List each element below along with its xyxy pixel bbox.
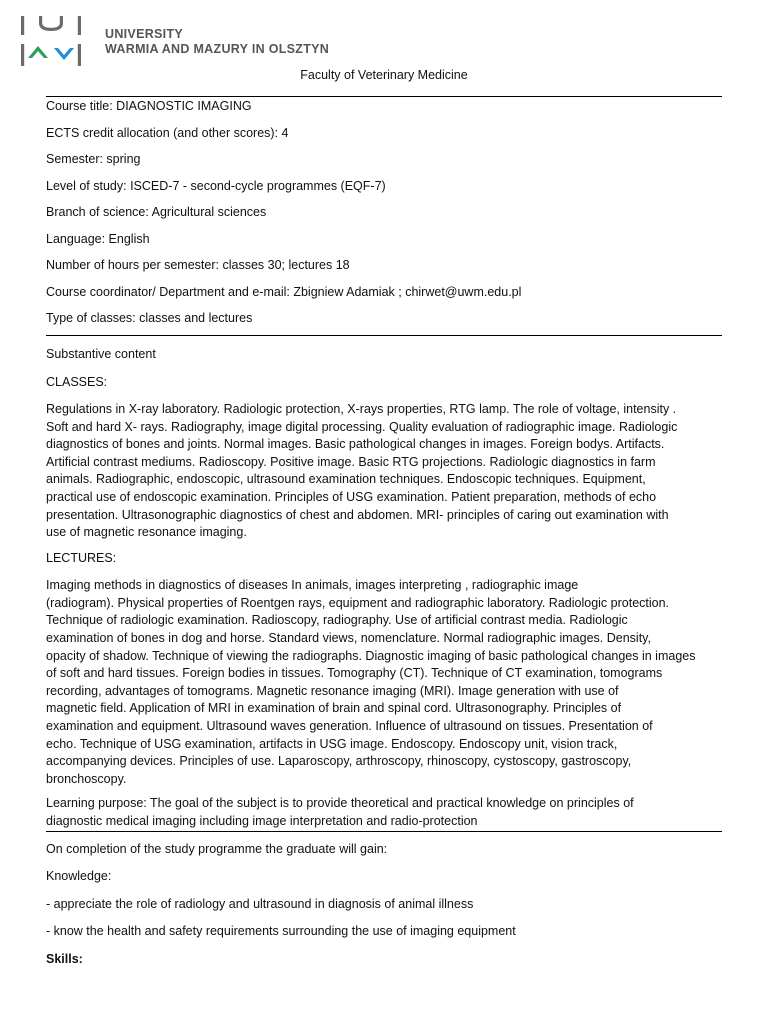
classes-text: [46, 401, 722, 542]
field-ects-text: ECTS credit allocation (and other scores): 4: [46, 125, 289, 140]
university-name: [105, 27, 329, 57]
classes-line: use of magnetic resonance imaging.: [46, 525, 247, 540]
field-semester-text: Semester: spring: [46, 152, 141, 166]
classes-line: presentation. Ultrasonographic diagnostics of chest and abdomen. MRI- principles of caring out examination with: [46, 507, 669, 522]
field-level-text: Level of study: ISCED-7 - second-cycle programmes (EQF-7): [46, 178, 386, 193]
field-language: [46, 230, 722, 257]
course-syllabus: [46, 96, 722, 968]
classes-line: diagnostics of bones and joints. Normal images. Basic pathological changes in images. Foreign bodys. Artifacts.: [46, 437, 665, 452]
university-header: [18, 14, 329, 70]
field-branch: [46, 203, 722, 230]
classes-line: Artificial contrast mediums. Radioscopy. Positive image. Basic RTG projections. Radiologic diagnostics in farm: [46, 454, 656, 469]
field-coordinator: [46, 283, 722, 310]
field-hours: [46, 256, 722, 283]
field-language-text: Language: English: [46, 231, 150, 246]
university-name-line2: WARMIA AND MAZURY IN OLSZTYN: [105, 42, 330, 56]
lectures-line: echo. Technique of USG examination, artifacts in USG image. Endoscopy. Endoscopy unit, vision track,: [46, 736, 618, 751]
learning-purpose-line: Learning purpose: The goal of the subject is to provide theoretical and practical knowledge on principles of: [46, 796, 634, 811]
lectures-line: examination and equipment. Ultrasound waves generation. Influence of ultrasound on tissues. Presentation of: [46, 719, 653, 733]
lectures-line: magnetic field. Application of MRI in examination of brain and spinal cord. Ultrasonography. Principles of: [46, 701, 622, 716]
lectures-text: [46, 577, 722, 788]
knowledge-item: - appreciate the role of radiology and ultrasound in diagnosis of animal illness: [46, 896, 474, 911]
field-course-title-text: Course title: DIAGNOSTIC IMAGING: [46, 99, 252, 113]
field-coordinator-text: Course coordinator/ Department and e-mail: Zbigniew Adamiak ; chirwet@uwm.edu.pl: [46, 284, 522, 299]
lectures-heading: LECTURES:: [46, 550, 117, 565]
lectures-line: (radiogram). Physical properties of Roentgen rays, equipment and radiographic laboratory. Radiologic protection.: [46, 595, 670, 610]
substantive-heading: Substantive content: [46, 347, 156, 361]
lectures-line: accompanying devices. Principles of use. Laparoscopy, arthroscopy, rhinoscopy, cystoscopy, gastroscopy,: [46, 754, 632, 769]
university-name-line1: UNIVERSITY: [105, 27, 184, 41]
outcomes-intro: On completion of the study programme the graduate will gain:: [46, 841, 388, 856]
field-hours-text: Number of hours per semester: classes 30; lectures 18: [46, 258, 350, 272]
skills-heading: Skills:: [46, 951, 83, 966]
lectures-line: Imaging methods in diagnostics of diseases In animals, images interpreting , radiographic image: [46, 578, 579, 593]
learning-purpose-line: diagnostic medical imaging including image interpretation and radio-protection: [46, 813, 478, 828]
field-semester: [46, 150, 722, 177]
lectures-line: of soft and hard tissues. Foreign bodies in tissues. Tomography (CT). Technique of CT examination, tomograms: [46, 666, 663, 681]
faculty-title: Faculty of Veterinary Medicine: [300, 68, 468, 82]
field-type: [46, 309, 722, 335]
field-course-title: [46, 97, 722, 124]
classes-line: animals. Radiographic, endoscopic, ultrasound examination techniques. Endoscopic techniques. Equipment,: [46, 472, 646, 487]
classes-line: Soft and hard X- rays. Radiography, image digital processing. Quality evaluation of radiographic image. Radiologic: [46, 419, 678, 434]
lectures-line: opacity of shadow. Technique of viewing the radiographs. Diagnostic imaging of basic pathological changes in images: [46, 648, 696, 663]
lectures-line: Technique of radiologic examination. Radioscopy, radiography. Use of artificial contrast media. Radiologic: [46, 613, 628, 628]
knowledge-heading: Knowledge:: [46, 869, 112, 884]
university-logo: [18, 14, 84, 70]
field-ects: [46, 124, 722, 151]
lectures-line: recording, advantages of tomograms. Magnetic resonance imaging (MRI). Image generation with use of: [46, 683, 619, 698]
field-level: [46, 177, 722, 204]
classes-line: Regulations in X-ray laboratory. Radiologic protection, X-rays properties, RTG lamp. The role of voltage, intensity .: [46, 402, 677, 416]
field-type-text: Type of classes: classes and lectures: [46, 311, 253, 325]
knowledge-item: - know the health and safety requirements surrounding the use of imaging equipment: [46, 924, 516, 939]
lectures-line: examination of bones in dog and horse. Standard views, nomenclature. Normal radiographic images. Density,: [46, 631, 651, 646]
lectures-line: bronchoscopy.: [46, 771, 127, 786]
field-branch-text: Branch of science: Agricultural sciences: [46, 205, 267, 219]
classes-line: practical use of endoscopic examination. Principles of USG examination. Patient preparation, methods of echo: [46, 489, 657, 504]
learning-purpose: [46, 795, 722, 830]
classes-heading: CLASSES:: [46, 374, 108, 389]
